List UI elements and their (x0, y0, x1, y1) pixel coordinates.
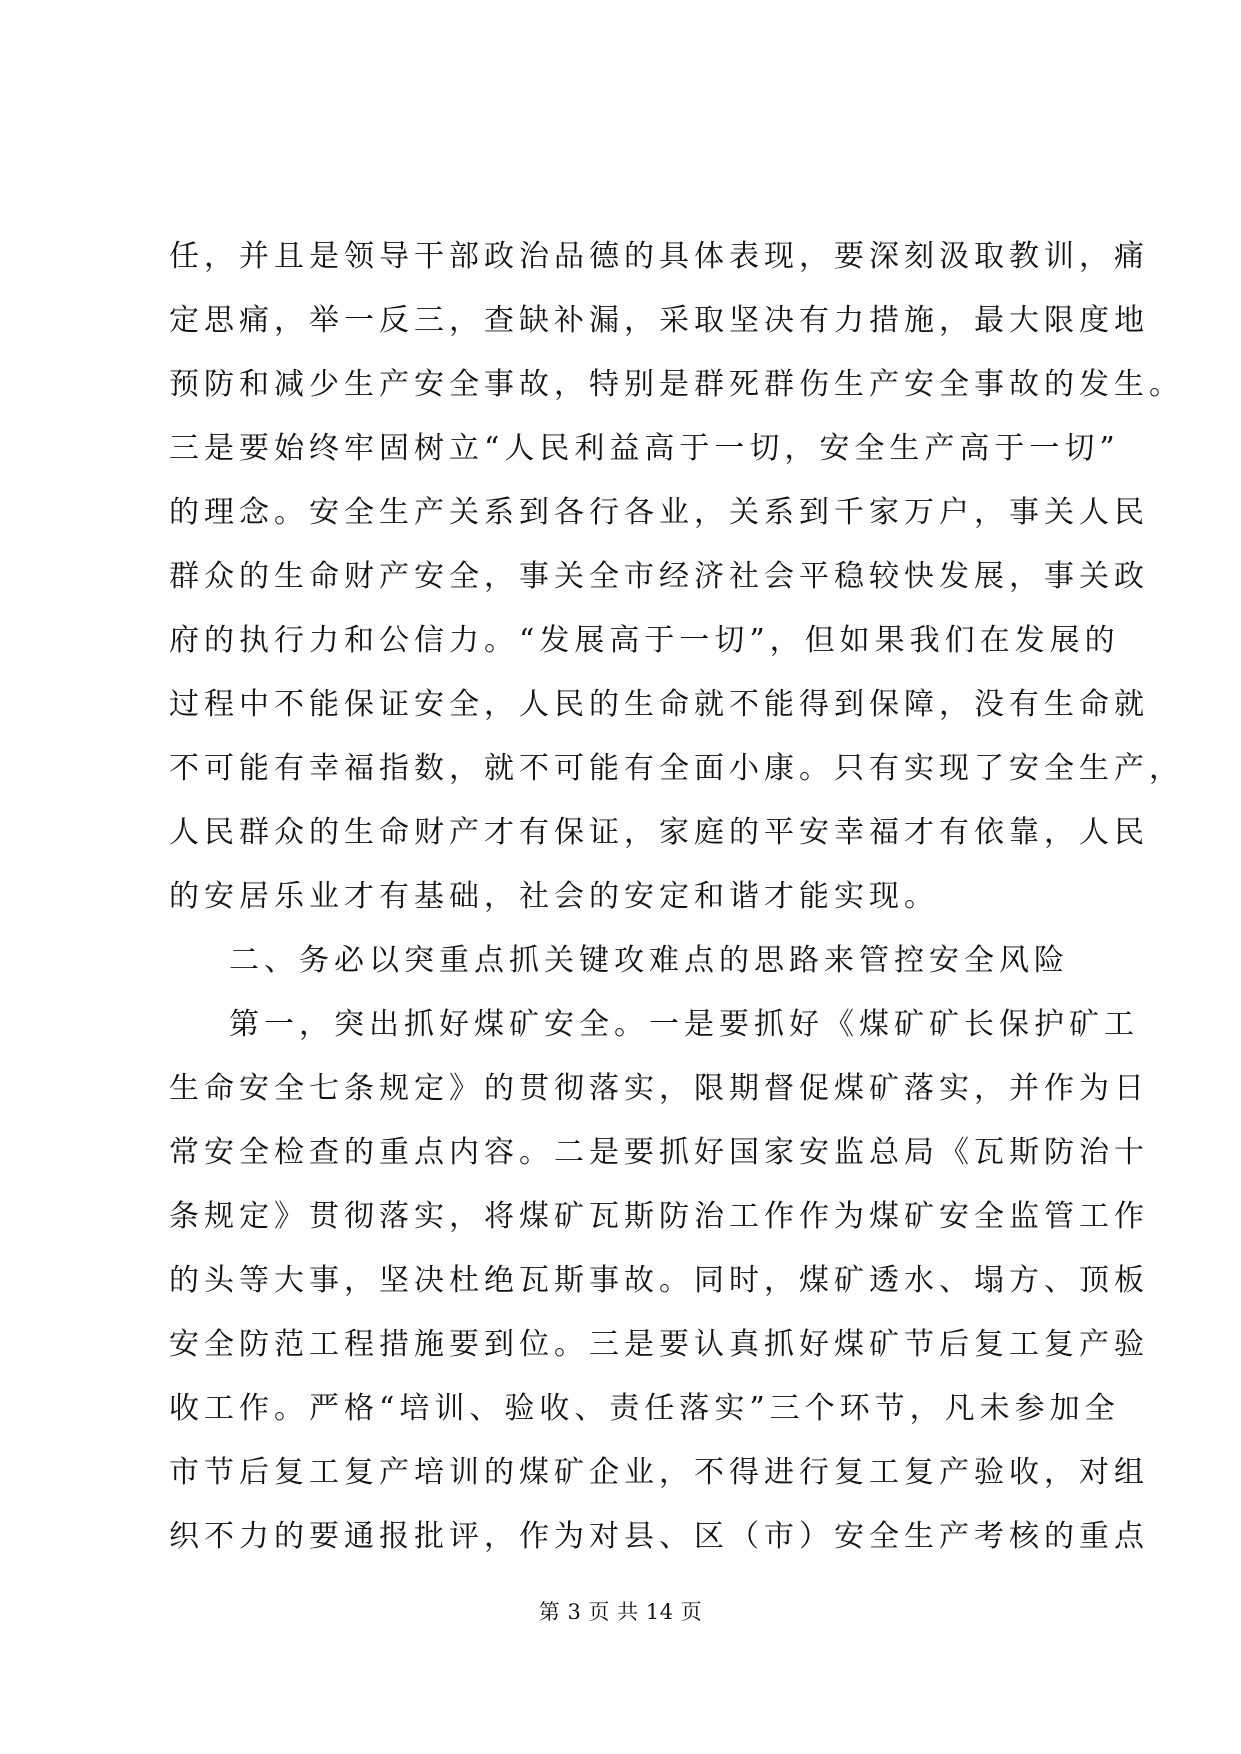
text-line: 条规定》贯彻落实，将煤矿瓦斯防治工作作为煤矿安全监管工作 (169, 1199, 1149, 1234)
text-line: 府的执行力和公信力。“发展高于一切”，但如果我们在发展的 (169, 623, 1120, 658)
section-heading: 二、务必以突重点抓关键攻难点的思路来管控安全风险 (229, 943, 1069, 978)
text-line: 常安全检查的重点内容。二是要抓好国家安监总局《瓦斯防治十 (169, 1135, 1149, 1170)
text-line: 预防和减少生产安全事故，特别是群死群伤生产安全事故的发生。 (169, 367, 1184, 402)
text-line: 安全防范工程措施要到位。三是要认真抓好煤矿节后复工复产验 (169, 1327, 1149, 1362)
text-line: 的安居乐业才有基础，社会的安定和谐才能实现。 (169, 879, 939, 914)
text-line: 的头等大事，坚决杜绝瓦斯事故。同时，煤矿透水、塌方、顶板 (169, 1263, 1149, 1298)
text-line: 不可能有幸福指数，就不可能有全面小康。只有实现了安全生产， (169, 751, 1184, 786)
text-line: 人民群众的生命财产才有保证，家庭的平安幸福才有依靠，人民 (169, 815, 1149, 850)
text-line: 过程中不能保证安全，人民的生命就不能得到保障，没有生命就 (169, 687, 1149, 722)
text-line: 市节后复工复产培训的煤矿企业，不得进行复工复产验收，对组 (169, 1455, 1149, 1490)
text-line: 生命安全七条规定》的贯彻落实，限期督促煤矿落实，并作为日 (169, 1071, 1149, 1106)
paragraph-first-line: 第一，突出抓好煤矿安全。一是要抓好《煤矿矿长保护矿工 (229, 1007, 1139, 1042)
page-number-footer: 第 3 页 共 14 页 (538, 1600, 703, 1624)
text-line: 收工作。严格“培训、验收、责任落实”三个环节，凡未参加全 (169, 1391, 1120, 1426)
text-line: 三是要始终牢固树立“人民利益高于一切，安全生产高于一切” (169, 431, 1120, 466)
text-line: 织不力的要通报批评，作为对县、区（市）安全生产考核的重点 (169, 1519, 1149, 1554)
text-line: 定思痛，举一反三，查缺补漏，采取坚决有力措施，最大限度地 (169, 303, 1149, 338)
text-line: 任，并且是领导干部政治品德的具体表现，要深刻汲取教训，痛 (169, 239, 1149, 274)
document-body (169, 225, 1184, 1569)
text-line: 群众的生命财产安全，事关全市经济社会平稳较快发展，事关政 (169, 559, 1149, 594)
text-line: 的理念。安全生产关系到各行各业，关系到千家万户，事关人民 (169, 495, 1149, 530)
